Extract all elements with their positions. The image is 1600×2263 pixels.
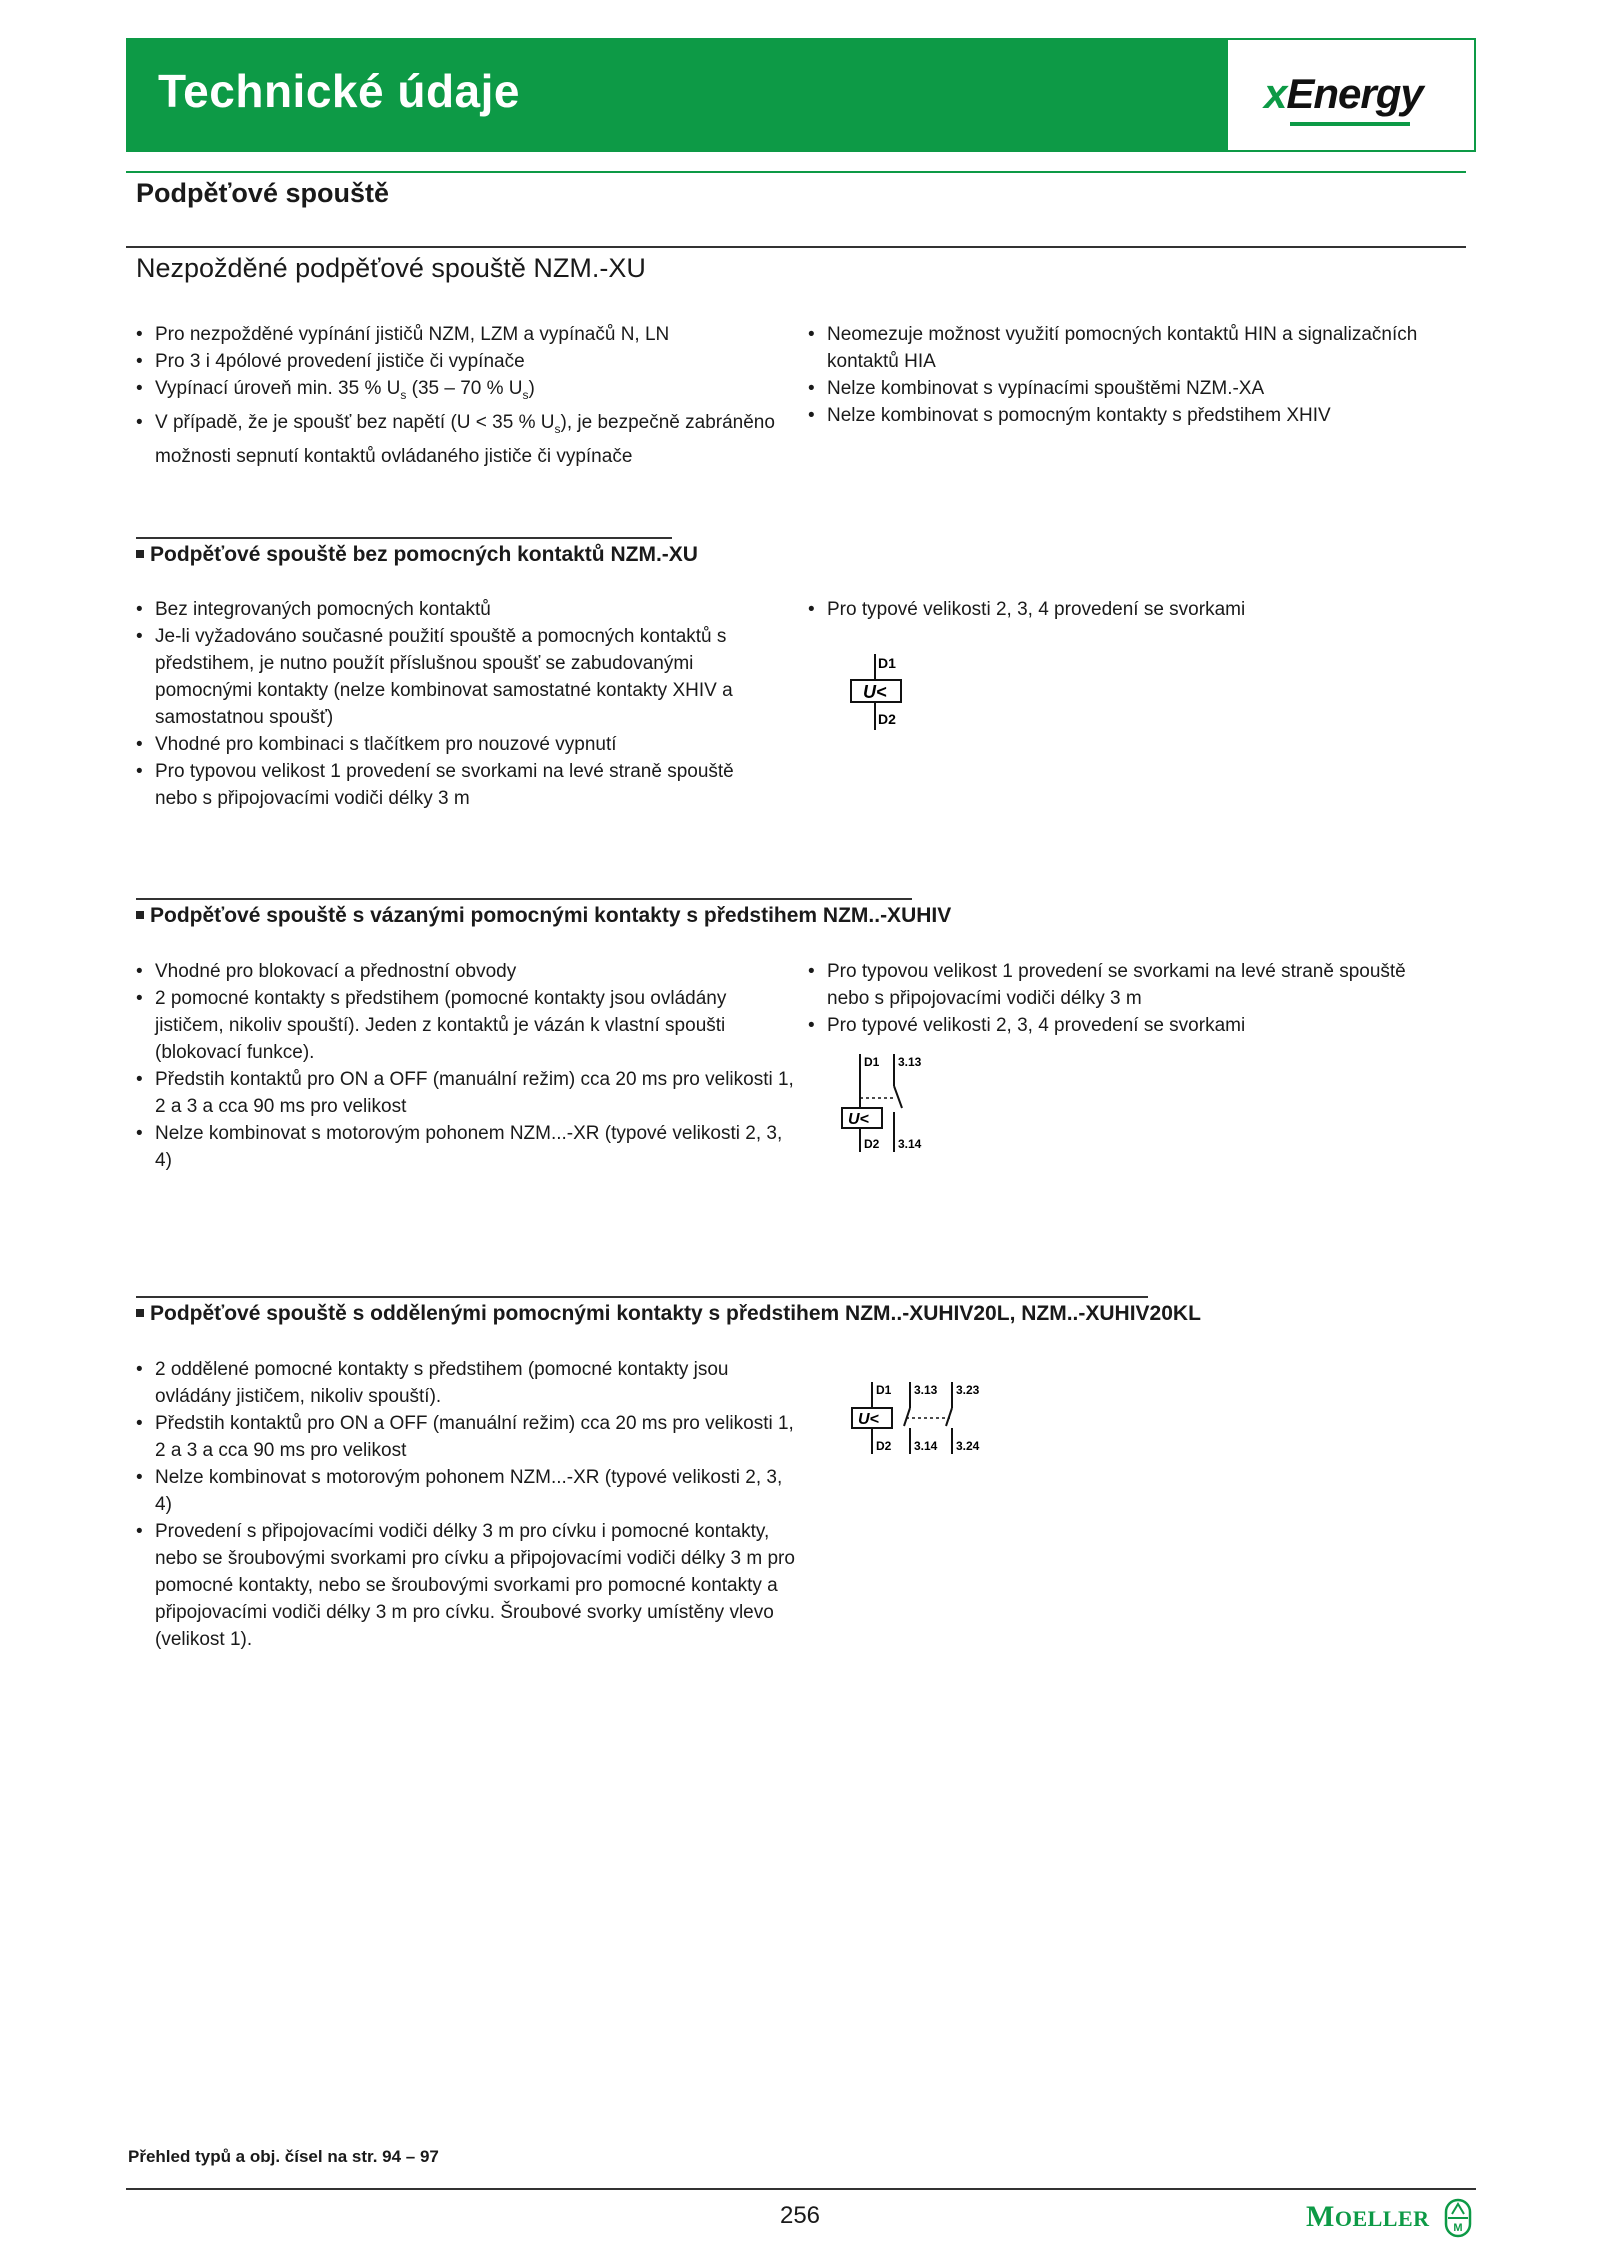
list-item: • 2 oddělené pomocné kontakty s předstihem (pomocné kontakty jsou ovládány jističem, nikoliv spouští). xyxy=(136,1356,796,1410)
undervoltage-release-diagram xyxy=(845,650,935,735)
svg-text:U<: U< xyxy=(858,1411,879,1428)
block-left-list xyxy=(136,1356,796,1653)
list-item: • Je-li vyžadováno současné použití spouště a pomocných kontaktů s předstihem, je nutno použít příslušnou spoušť se zabudovanými pomocnými kontakty (nelze kombinovat samostatné kontakty XHIV a samostatnou spoušť) xyxy=(136,623,776,731)
block-divider xyxy=(136,537,672,539)
list-item: • Neomezuje možnost využití pomocných kontaktů HIN a signalizačních kontaktů HIA xyxy=(808,321,1448,375)
list-item: • Nelze kombinovat s motorovým pohonem NZM...-XR (typové velikosti 2, 3, 4) xyxy=(136,1120,796,1174)
block-title: Podpěťové spouště s oddělenými pomocnými kontakty s předstihem NZM..-XUHIV20L, NZM..-XUHIV20KL xyxy=(136,1302,1201,1326)
list-item: • Pro nezpožděné vypínání jističů NZM, LZM a vypínačů N, LN xyxy=(136,321,776,348)
list-item: • Vypínací úroveň min. 35 % $U_s$ (35 – 70 % $U_s$) xyxy=(136,375,776,409)
svg-text:U<: U< xyxy=(848,1111,869,1128)
undervoltage-release-hiv20-diagram xyxy=(848,1378,998,1458)
logo-text: xEnergy xyxy=(1264,70,1423,117)
list-item: • Pro 3 i 4pólové provedení jističe či vypínače xyxy=(136,348,776,375)
list-item: • Předstih kontaktů pro ON a OFF (manuální režim) cca 20 ms pro velikosti 1, 2 a 3 a cca 90 ms pro velikost xyxy=(136,1066,796,1120)
header-divider xyxy=(126,171,1466,173)
list-item: • 2 pomocné kontakty s předstihem (pomocné kontakty jsou ovládány jističem, nikoliv spouští). Jeden z kontaktů je vázán k vlastní spoušti (blokovací funkce). xyxy=(136,985,796,1066)
list-item: • Bez integrovaných pomocných kontaktů xyxy=(136,596,776,623)
moeller-mark-icon xyxy=(1444,2198,1472,2238)
footer-note: Přehled typů a obj. čísel na str. 94 – 97 xyxy=(128,2147,439,2166)
block-title: Podpěťové spouště bez pomocných kontaktů NZM.-XU xyxy=(136,543,698,567)
svg-text:3.23: 3.23 xyxy=(956,1383,980,1397)
block-divider xyxy=(136,1296,1148,1298)
svg-text:D2: D2 xyxy=(876,1439,892,1453)
svg-text:D2: D2 xyxy=(864,1137,880,1151)
svg-text:3.14: 3.14 xyxy=(914,1439,938,1453)
list-item: • Pro typovou velikost 1 provedení se svorkami na levé straně spouště nebo s připojovacími vodiči délky 3 m xyxy=(808,958,1448,1012)
terminal-label: D1 xyxy=(878,655,896,671)
svg-text:3.24: 3.24 xyxy=(956,1439,980,1453)
xenergy-logo xyxy=(1228,40,1474,150)
header-bar xyxy=(126,38,1476,152)
svg-text:D1: D1 xyxy=(876,1383,892,1397)
list-item: • Nelze kombinovat s motorovým pohonem NZM...-XR (typové velikosti 2, 3, 4) xyxy=(136,1464,796,1518)
subsection-title: Nezpožděné podpěťové spouště NZM.-XU xyxy=(136,253,646,283)
block-title: Podpěťové spouště s vázanými pomocnými kontakty s předstihem NZM..-XUHIV xyxy=(136,904,951,928)
svg-text:D1: D1 xyxy=(864,1055,880,1069)
list-item: • Nelze kombinovat s vypínacími spouštěmi NZM.-XA xyxy=(808,375,1448,402)
section-divider xyxy=(126,246,1466,248)
block-divider xyxy=(136,898,912,900)
page-number: 256 xyxy=(779,2202,821,2229)
intro-left-list xyxy=(136,321,776,470)
block-right-list xyxy=(808,958,1448,1039)
coil-label: U< xyxy=(863,682,887,702)
terminal-label: D2 xyxy=(878,711,896,727)
block-right-list xyxy=(808,596,1448,623)
block-left-list xyxy=(136,958,796,1174)
list-item: • Pro typové velikosti 2, 3, 4 provedení se svorkami xyxy=(808,1012,1448,1039)
list-item: • Vhodné pro kombinaci s tlačítkem pro nouzové vypnutí xyxy=(136,731,776,758)
list-item: • Pro typové velikosti 2, 3, 4 provedení se svorkami xyxy=(808,596,1448,623)
undervoltage-release-hiv-diagram xyxy=(838,1050,948,1155)
footer-divider xyxy=(126,2188,1476,2190)
logo-underline xyxy=(1290,122,1410,126)
page-title: Technické údaje xyxy=(158,65,521,117)
list-item: • V případě, že je spoušť bez napětí (U < 35 % $U_s$), je bezpečně zabráněno možnosti sepnutí kontaktů ovládaného jističe či vypínače xyxy=(136,409,776,470)
list-item: • Pro typovou velikost 1 provedení se svorkami na levé straně spouště nebo s připojovacími vodiči délky 3 m xyxy=(136,758,776,812)
svg-text:3.13: 3.13 xyxy=(914,1383,938,1397)
list-item: • Vhodné pro blokovací a přednostní obvody xyxy=(136,958,796,985)
svg-text:3.13: 3.13 xyxy=(898,1055,922,1069)
block-left-list xyxy=(136,596,776,812)
list-item: • Provedení s připojovacími vodiči délky 3 m pro cívku i pomocné kontakty, nebo se šroubovými svorkami pro cívku a připojovacími vodiči délky 3 m pro pomocné kontakty, nebo se šroubovými svorkami pro pomocné kontakty a připojovacími vodiči délky 3 m pro cívku. Šroubové svorky umístěny vlevo (velikost 1). xyxy=(136,1518,796,1653)
svg-text:3.14: 3.14 xyxy=(898,1137,922,1151)
intro-right-list xyxy=(808,321,1448,429)
list-item: • Nelze kombinovat s pomocným kontakty s předstihem XHIV xyxy=(808,402,1448,429)
section-title: Podpěťové spouště xyxy=(136,178,389,208)
list-item: • Předstih kontaktů pro ON a OFF (manuální režim) cca 20 ms pro velikosti 1, 2 a 3 a cca 90 ms pro velikost xyxy=(136,1410,796,1464)
svg-text:M: M xyxy=(1453,2222,1463,2234)
moeller-logo: MOELLER xyxy=(1306,2200,1430,2233)
